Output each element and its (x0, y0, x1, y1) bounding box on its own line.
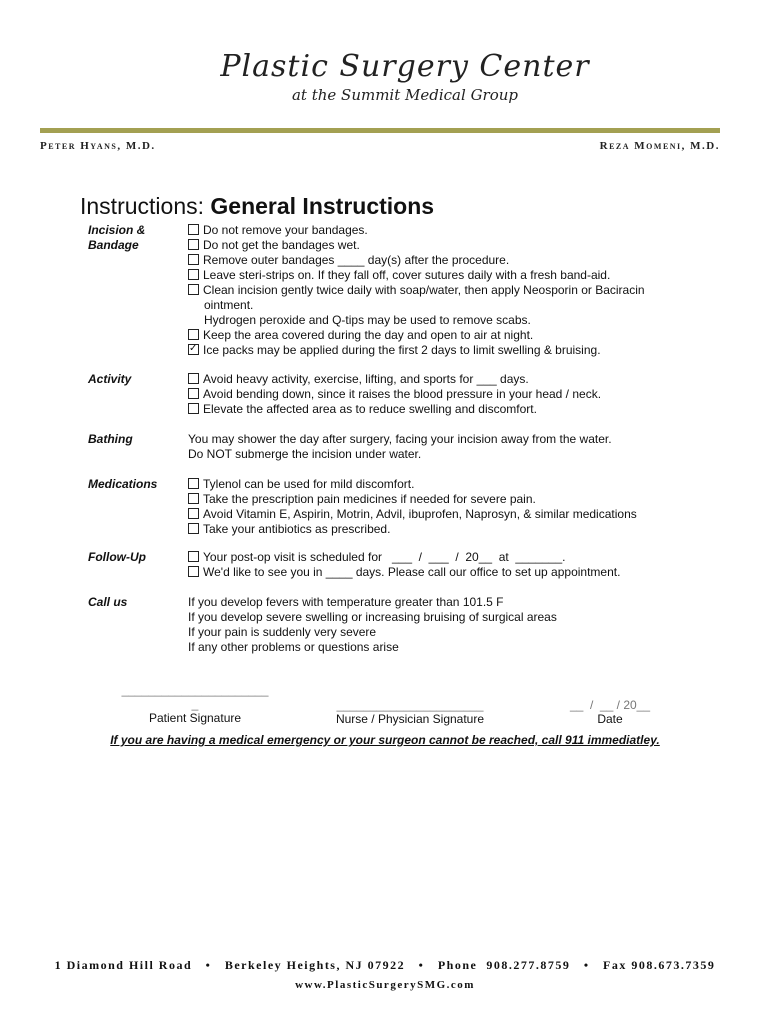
signature-label: Nurse / Physician Signature (335, 712, 485, 726)
checkbox[interactable] (188, 493, 199, 504)
checkbox[interactable] (188, 269, 199, 280)
nurse-signature (315, 698, 505, 726)
logo-title: Plastic Surgery Center (220, 49, 590, 84)
checklist-item (188, 253, 698, 268)
signature-line[interactable]: ______________________ (336, 698, 484, 712)
footer-website: www.PlasticSurgerySMG.com (295, 979, 475, 991)
checklist-item (188, 402, 698, 417)
item-text: Elevate the affected area as to reduce swelling and discomfort. (203, 402, 537, 416)
checklist-item (188, 223, 698, 238)
section-body (188, 372, 698, 417)
doctor-right: Reza Momeni, M.D. (599, 140, 720, 152)
checkbox-checked[interactable] (188, 344, 199, 355)
item-text: Keep the area covered during the day and open to air at night. (203, 328, 534, 342)
item-text: Do not get the bandages wet. (203, 238, 360, 252)
label-line: Bandage (88, 238, 139, 252)
checklist-item (188, 268, 698, 283)
footer-address: 1 Diamond Hill Road • Berkeley Heights, NJ 07922 • Phone 908.277.8759 • Fax 908.673.7359 (54, 958, 716, 972)
checkbox[interactable] (188, 551, 199, 562)
item-text: Avoid Vitamin E, Aspirin, Motrin, Advil, ibuprofen, Naprosyn, & similar medications (203, 507, 637, 521)
checkbox[interactable] (188, 329, 199, 340)
item-text: Take the prescription pain medicines if needed for severe pain. (203, 492, 536, 506)
section-body (188, 477, 698, 537)
checklist-item (188, 477, 698, 492)
checklist-item (188, 522, 698, 537)
signature-line-tail: _ (191, 697, 199, 711)
checkbox[interactable] (188, 566, 199, 577)
checkbox[interactable] (188, 373, 199, 384)
signature-label: Patient Signature (148, 711, 242, 725)
text-line: If any other problems or questions arise (188, 640, 399, 654)
checkbox[interactable] (188, 239, 199, 250)
item-text: Do not remove your bandages. (203, 223, 368, 237)
logo (0, 49, 770, 104)
checklist-item (188, 387, 698, 402)
checklist-item (188, 565, 698, 580)
text-line: If your pain is suddenly very severe (188, 625, 377, 639)
section-label: Bathing (88, 432, 133, 446)
checklist-item (188, 550, 698, 565)
checklist-item (188, 507, 698, 522)
text-line: If you develop fevers with temperature greater than 101.5 F (188, 595, 504, 609)
item-note: Hydrogen peroxide and Q-tips may be used to remove scabs. (204, 313, 531, 327)
doctor-left: Peter Hyans, M.D. (40, 140, 156, 152)
page-title (80, 193, 434, 220)
checklist-item (188, 283, 698, 298)
text-line: If you develop severe swelling or increasing bruising of surgical areas (188, 610, 557, 624)
emergency-notice: If you are having a medical emergency or your surgeon cannot be reached, call 911 immediatley. (110, 733, 660, 747)
item-text: Clean incision gently twice daily with soap/water, then apply Neosporin or Baciracin (203, 283, 645, 297)
item-text: We'd like to see you in ____ days. Please call our office to set up appointment. (203, 565, 621, 579)
section-body (188, 223, 698, 358)
date-field (555, 698, 665, 726)
patient-signature (105, 683, 285, 725)
item-continuation: ointment. (204, 298, 254, 312)
checkbox[interactable] (188, 523, 199, 534)
checklist-item (188, 492, 698, 507)
item-text: Take your antibiotics as prescribed. (203, 522, 391, 536)
text-line: You may shower the day after surgery, facing your incision away from the water. (188, 432, 612, 446)
header-rule (40, 128, 720, 133)
signature-line[interactable]: ______________________ (121, 683, 269, 697)
checkbox[interactable] (188, 388, 199, 399)
label-line: Incision & (88, 223, 146, 237)
title-prefix: Instructions: (80, 193, 211, 219)
title-main: General Instructions (210, 193, 435, 219)
item-text: Ice packs may be applied during the first 2 days to limit swelling & bruising. (203, 343, 601, 357)
section-label (88, 223, 183, 253)
checkbox[interactable] (188, 254, 199, 265)
section-body (188, 595, 698, 655)
item-text: Avoid heavy activity, exercise, lifting, and sports for ___ days. (203, 372, 529, 386)
section-label: Activity (88, 372, 132, 386)
checkbox[interactable] (188, 508, 199, 519)
checkbox[interactable] (188, 478, 199, 489)
checklist-item (188, 372, 698, 387)
item-text: Leave steri-strips on. If they fall off, cover sutures daily with a fresh band-aid. (203, 268, 611, 282)
checklist-item (188, 238, 698, 253)
text-line: Do NOT submerge the incision under water. (188, 447, 422, 461)
item-text: Tylenol can be used for mild discomfort. (203, 477, 415, 491)
item-text: Avoid bending down, since it raises the blood pressure in your head / neck. (203, 387, 602, 401)
date-line[interactable]: __ / __ / 20__ (569, 698, 651, 712)
checklist-item (188, 343, 698, 358)
section-body (188, 432, 698, 462)
section-label: Call us (88, 595, 128, 609)
section-body (188, 550, 698, 580)
section-label: Follow-Up (88, 550, 146, 564)
section-label: Medications (88, 477, 158, 491)
date-label: Date (597, 712, 623, 726)
logo-subtitle: at the Summit Medical Group (291, 86, 519, 104)
item-text: Remove outer bandages ____ day(s) after the procedure. (203, 253, 510, 267)
checklist-item (188, 328, 698, 343)
checkbox[interactable] (188, 224, 199, 235)
item-text: Your post-op visit is scheduled for ___ / ___ / 20__ at _______. (203, 550, 566, 564)
checkbox[interactable] (188, 403, 199, 414)
checkbox[interactable] (188, 284, 199, 295)
